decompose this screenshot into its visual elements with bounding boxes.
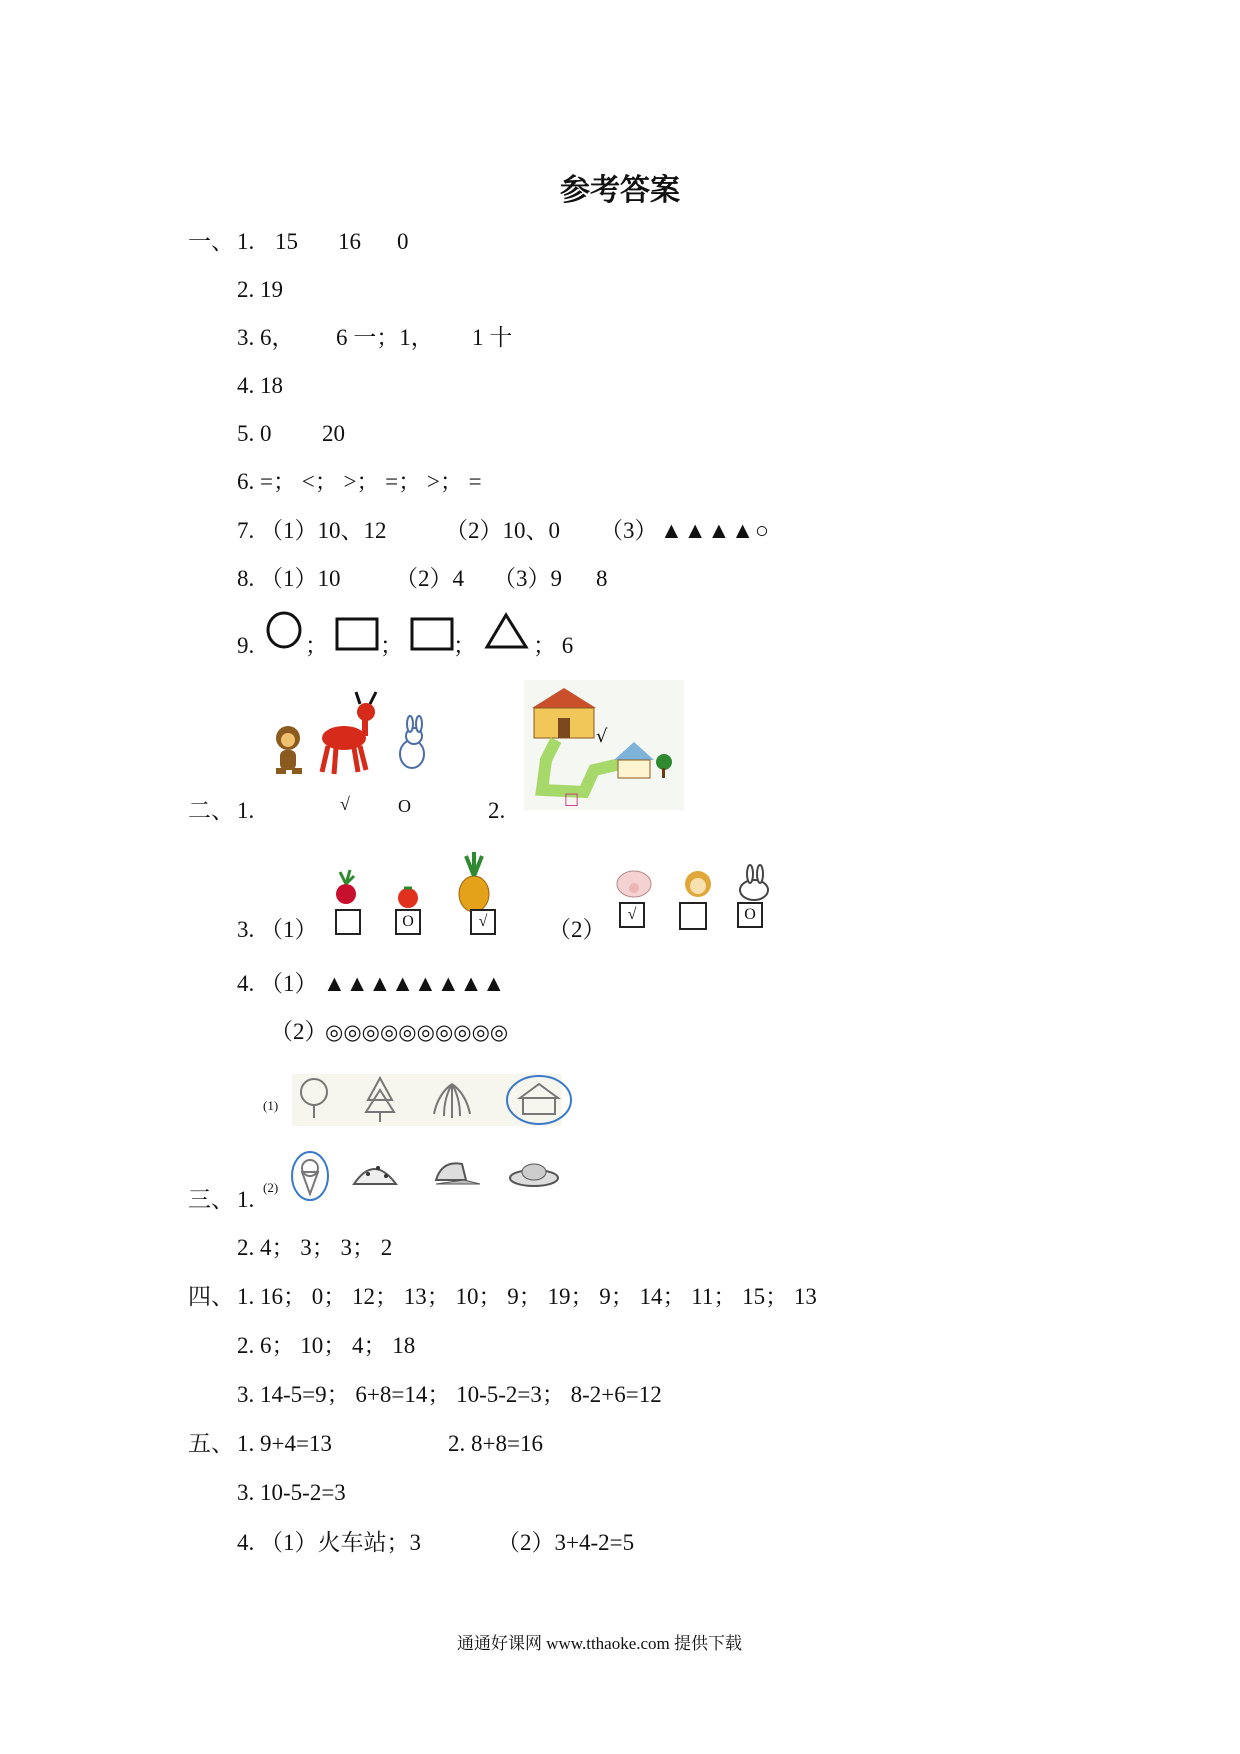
s2-q3-box-6: O — [737, 902, 763, 928]
s5-q3: 3. 10-5-2=3 — [237, 1480, 346, 1505]
s2-q3-part2: （2） — [548, 917, 606, 942]
s2-q3-box-2: O — [395, 909, 421, 935]
s1-q7-b: （2）10、0 — [445, 518, 560, 543]
trees-house-picture — [292, 1070, 582, 1130]
s5-q1: 1. 9+4=13 — [237, 1431, 332, 1456]
s2-q2-check-mark: √ — [596, 726, 608, 747]
pig-head-icon — [617, 871, 651, 897]
pineapple-icon — [459, 852, 489, 912]
s4-q3: 3. 14-5=9； 6+8=14； 10-5-2=3； 8-2+6=12 — [237, 1382, 662, 1407]
animals-picture — [262, 688, 442, 778]
s1-q9-sep-3: ； — [453, 633, 476, 658]
circle-shape-icon — [266, 610, 306, 650]
s2-q4-b: （2） — [270, 1019, 328, 1044]
s2-q2-num: 2. — [488, 798, 506, 823]
s1-q9-sep-2: ； — [380, 633, 403, 658]
s1-q7-c: （3） — [600, 518, 658, 543]
s2-q3-box-4: √ — [619, 902, 645, 928]
section-2-label: 二、 — [188, 798, 234, 823]
s1-q2: 2. 19 — [237, 277, 283, 302]
monkey-head-icon — [685, 871, 711, 897]
s4-q1: 1. 16； 0； 12； 13； 10； 9； 19； 9； 14； 11； 15； 13 — [237, 1284, 817, 1309]
s2-q3-box-1 — [335, 909, 361, 935]
s5-q2: 2. 8+8=16 — [448, 1431, 543, 1456]
square-shape-icon — [335, 617, 381, 653]
s5-q4-a: 4. （1）火车站；3 — [237, 1530, 421, 1555]
section-5-label: 五、 — [188, 1431, 234, 1456]
s1-q9-last: ； 6 — [533, 633, 574, 658]
s2-q4-a: 4. （1） — [237, 971, 318, 996]
s1-q9-sep-1: ； — [305, 633, 328, 658]
deer-icon — [322, 692, 376, 774]
hats-picture — [290, 1150, 570, 1202]
s2-q1-num: 1. — [237, 798, 255, 823]
s1-q5-b: 20 — [322, 421, 345, 446]
s1-q3-b: 6 一；1， — [336, 325, 434, 350]
animal-head-pictures — [608, 864, 778, 904]
s2-q2-box-mark: □ — [564, 789, 580, 808]
s1-q8-c: （3）9 — [493, 566, 562, 591]
s1-q1-num: 1. — [237, 229, 255, 254]
s2-q3-box-3: √ — [470, 909, 496, 935]
s5-q4-b: （2）3+4-2=5 — [497, 1530, 635, 1555]
s1-q7-a: 7. （1）10、12 — [237, 518, 387, 543]
s2-q3-box-5 — [679, 902, 707, 930]
s1-q3-a: 3. 6， — [237, 325, 295, 350]
ice-cream-icon — [292, 1152, 328, 1200]
s2-q3-num: 3. （1） — [237, 917, 318, 942]
spotted-hat-icon — [354, 1166, 396, 1184]
s1-q8-b: （2）4 — [395, 566, 464, 591]
page-footer: 通通好课网 www.tthaoke.com 提供下载 — [457, 1634, 743, 1653]
s1-q8-d: 8 — [596, 566, 608, 591]
s1-q4: 4. 18 — [237, 373, 283, 398]
s3-q1-num: 1. — [237, 1187, 255, 1212]
fruit-pictures — [328, 852, 498, 908]
s1-q1-ans-c: 0 — [397, 229, 409, 254]
s1-q1-ans-a: 15 — [275, 229, 298, 254]
s3-q1-sub1: (1) — [263, 1098, 279, 1113]
section-3-label: 三、 — [188, 1187, 234, 1212]
s1-q7-shapes: ▲▲▲▲○ — [660, 518, 770, 543]
s2-q4-triangles: ▲▲▲▲▲▲▲▲ — [323, 971, 506, 996]
triangle-shape-icon — [484, 612, 530, 652]
s1-q9-num: 9. — [237, 633, 255, 658]
section-1-label: 一、 — [188, 229, 234, 254]
s1-q1-ans-b: 16 — [338, 229, 361, 254]
s1-q3-c: 1 十 — [472, 325, 513, 350]
school-map-picture — [524, 680, 684, 810]
page-title: 参考答案 — [560, 173, 680, 208]
s1-q6: 6. =； <； >； =； >； = — [237, 469, 482, 494]
s2-q1-mark-check: √ — [340, 794, 350, 814]
s2-q4-circles: ◎◎◎◎◎◎◎◎◎◎ — [325, 1020, 509, 1044]
square-shape-icon — [410, 617, 456, 653]
s3-q1-sub2: (2) — [263, 1180, 279, 1195]
s3-q2: 2. 4； 3； 3； 2 — [237, 1235, 393, 1260]
rabbit-icon — [400, 716, 424, 768]
tomato-icon — [398, 888, 418, 908]
flat-hat-icon — [510, 1164, 558, 1186]
cap-icon — [436, 1163, 480, 1184]
section-4-label: 四、 — [188, 1284, 234, 1309]
radish-icon — [336, 870, 356, 904]
s4-q2: 2. 6； 10； 4； 18 — [237, 1333, 416, 1358]
s2-q1-mark-o: O — [398, 796, 411, 816]
s1-q8-a: 8. （1）10 — [237, 566, 341, 591]
s1-q5-a: 5. 0 — [237, 421, 272, 446]
monkey-icon — [276, 726, 302, 774]
rabbit-head-icon — [740, 865, 768, 900]
